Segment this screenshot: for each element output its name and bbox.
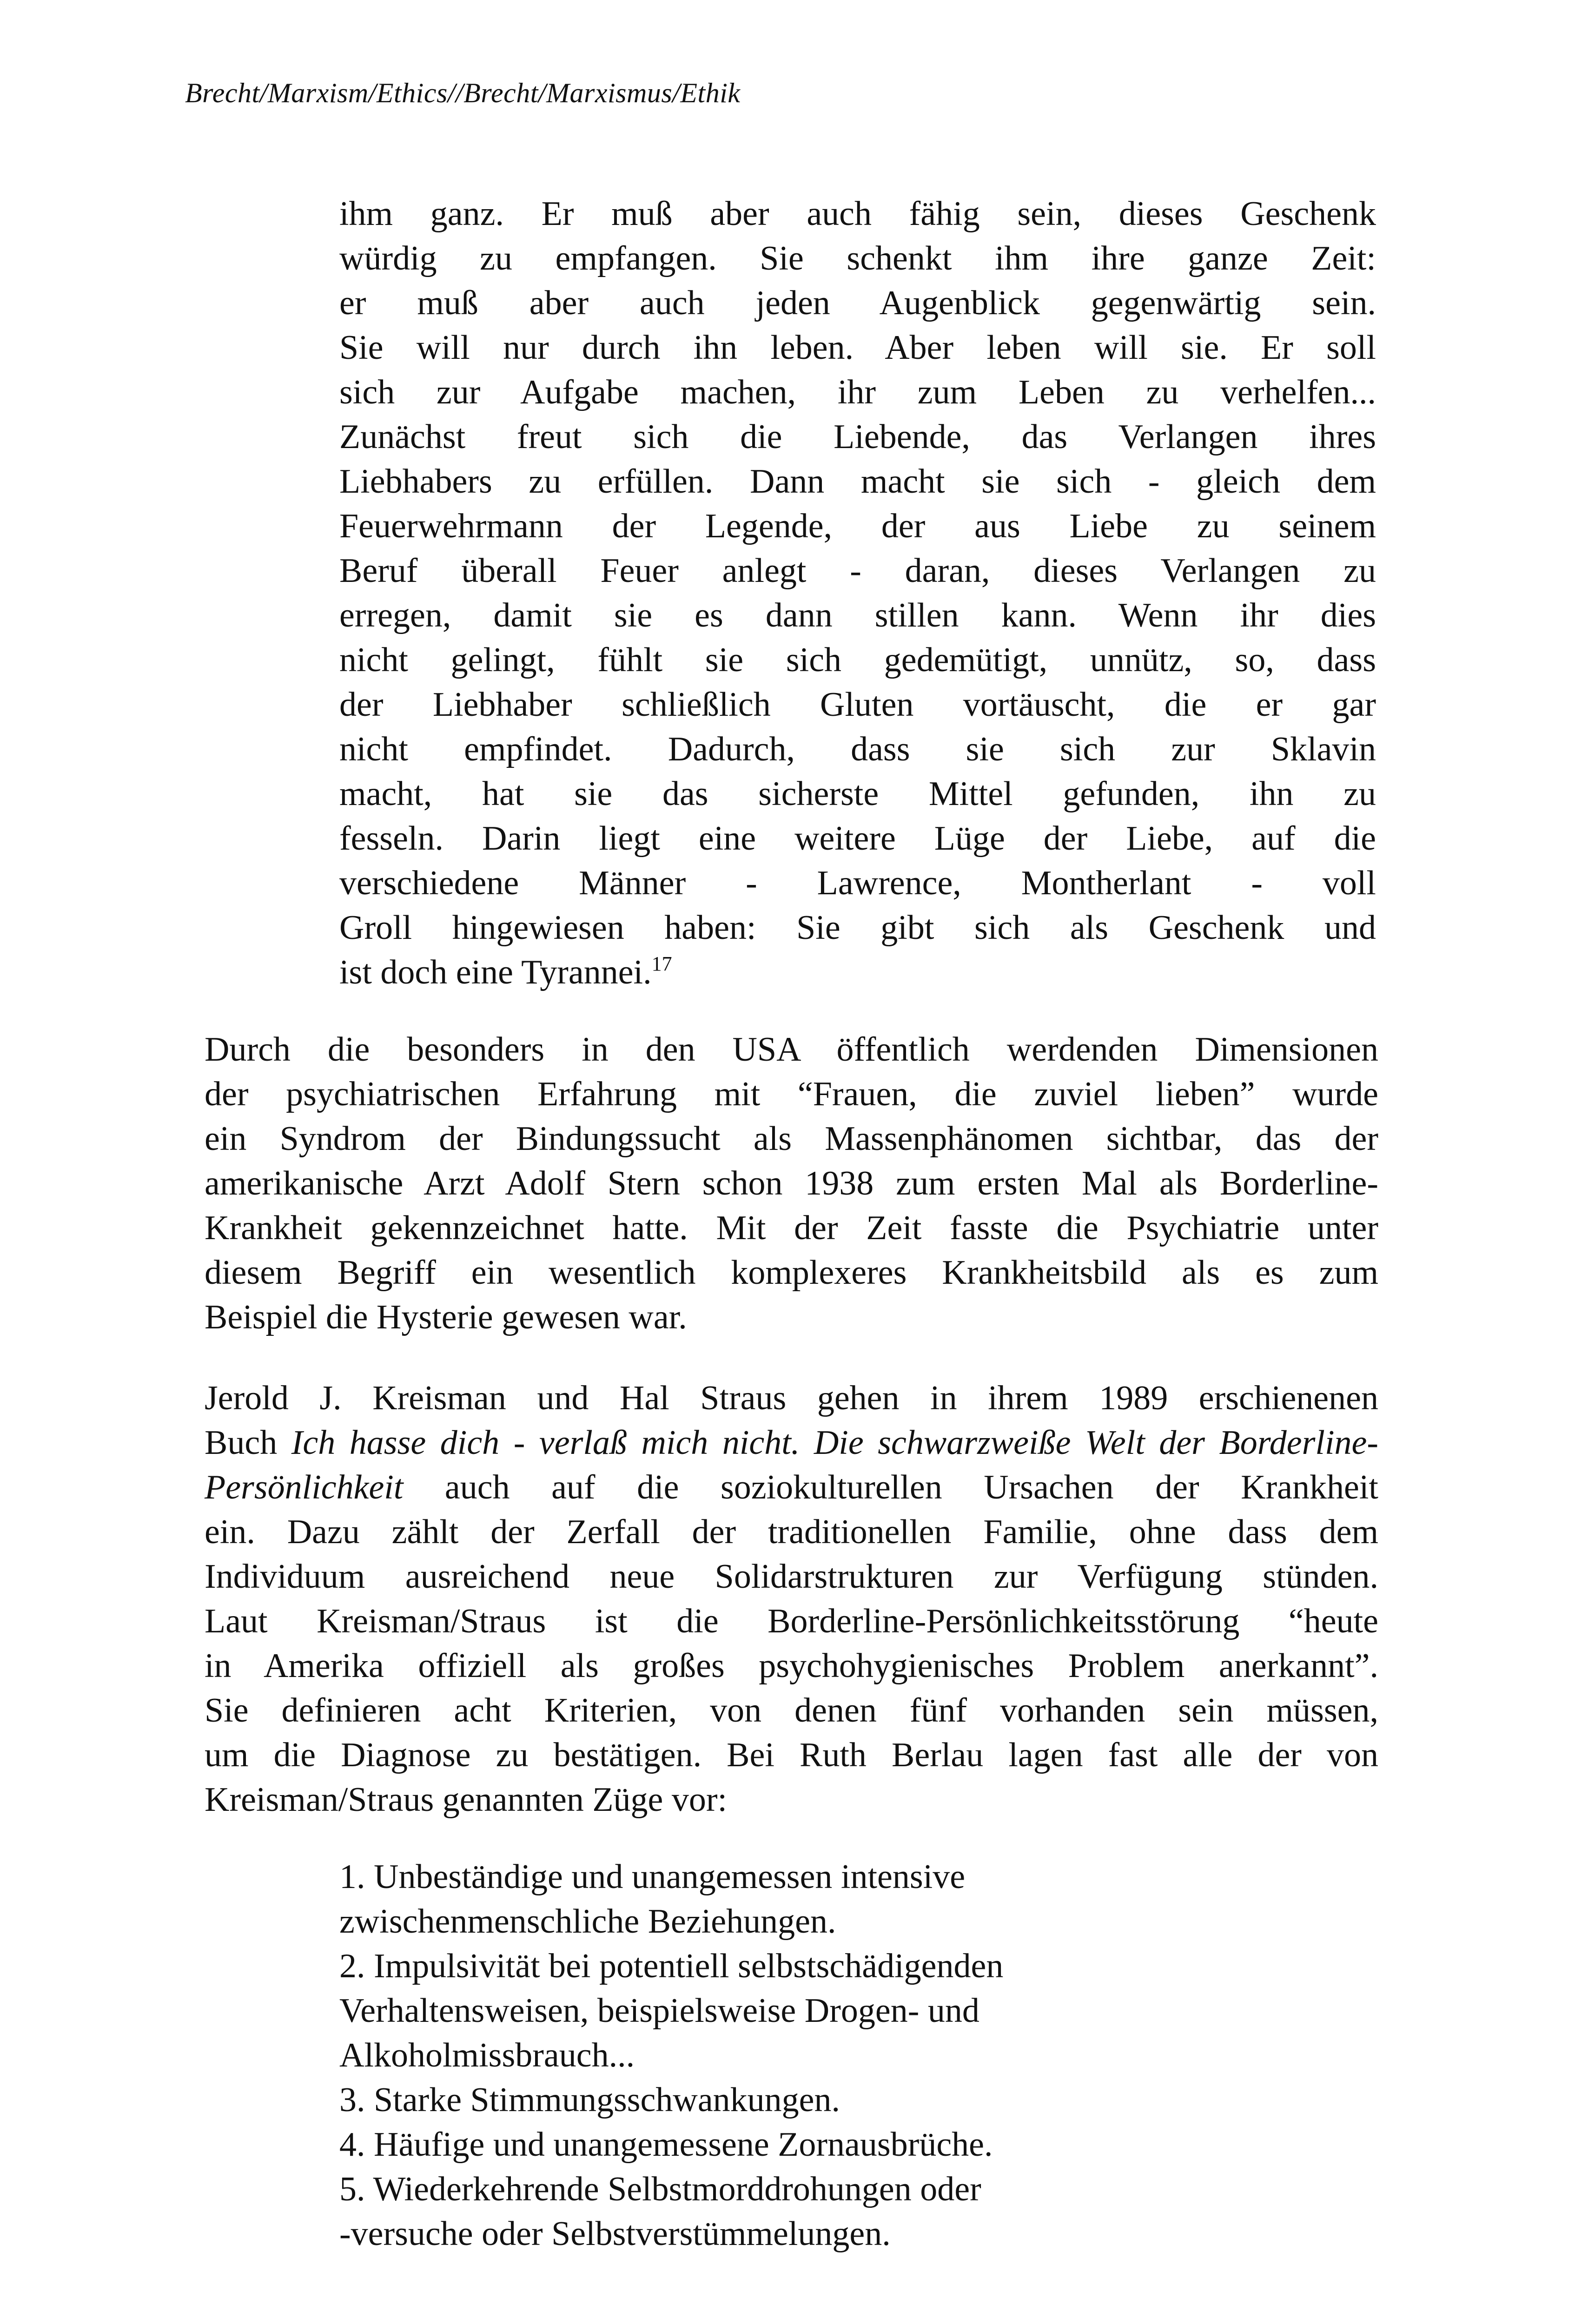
paragraph-text: Buch <box>205 1424 291 1462</box>
quote-line: Zunächst freut sich die Liebende, das Verlangen ihres <box>339 418 1376 456</box>
list-item: 1. Unbeständige und unangemessen intensive <box>339 1858 966 1896</box>
quote-line: nicht gelingt, fühlt sie sich gedemütigt, unnütz, so, dass <box>339 641 1376 679</box>
paragraph-text: auch auf die soziokulturellen Ursachen der Krankheit <box>403 1468 1378 1506</box>
book-title: Ich hasse dich - verlaß mich nicht. Die schwarzweiße Welt der Borderline- <box>291 1424 1379 1462</box>
paragraph-kreisman-straus <box>205 1376 1378 1822</box>
quote-line: erregen, damit sie es dann stillen kann. Wenn ihr dies <box>339 596 1376 634</box>
quote-line: sich zur Aufgabe machen, ihr zum Leben zu verhelfen... <box>339 373 1376 411</box>
paragraph-line: Sie definieren acht Kriterien, von denen fünf vorhanden sein müssen, <box>205 1691 1378 1730</box>
list-item: 4. Häufige und unangemessene Zornausbrüche. <box>339 2126 993 2164</box>
quote-line: macht, hat sie das sicherste Mittel gefunden, ihn zu <box>339 775 1376 813</box>
quote-line: würdig zu empfangen. Sie schenkt ihm ihre ganze Zeit: <box>339 239 1376 277</box>
running-head: Brecht/Marxism/Ethics//Brecht/Marxismus/Ethik <box>185 78 741 108</box>
list-item: 3. Starke Stimmungsschwankungen. <box>339 2081 840 2119</box>
quote-line: fesseln. Darin liegt eine weitere Lüge der Liebe, auf die <box>339 819 1376 858</box>
quote-line: verschiedene Männer - Lawrence, Montherlant - voll <box>339 864 1376 902</box>
quote-line: Sie will nur durch ihn leben. Aber leben will sie. Er soll <box>339 329 1376 367</box>
quote-line: er muß aber auch jeden Augenblick gegenwärtig sein. <box>339 284 1376 322</box>
paragraph-line: Krankheit gekennzeichnet hatte. Mit der Zeit fasste die Psychiatrie unter <box>205 1209 1378 1247</box>
quote-last-line <box>339 950 1376 995</box>
quote-line: Beruf überall Feuer anlegt - daran, dieses Verlangen zu <box>339 552 1376 590</box>
paragraph-line: Beispiel die Hysterie gewesen war. <box>205 1298 687 1336</box>
paragraph-line: Jerold J. Kreisman und Hal Straus gehen in ihrem 1989 erschienenen <box>205 1379 1378 1417</box>
list-item: Verhaltensweisen, beispielsweise Drogen- und <box>339 1992 979 2030</box>
paragraph-line: Laut Kreisman/Straus ist die Borderline-Persönlichkeitsstörung “heute <box>205 1602 1378 1640</box>
paragraph-line: ein. Dazu zählt der Zerfall der traditionellen Familie, ohne dass dem <box>205 1513 1378 1551</box>
paragraph-line: diesem Begriff ein wesentlich komplexeres Krankheitsbild als es zum <box>205 1254 1378 1292</box>
paragraph-line: in Amerika offiziell als großes psychohygienisches Problem anerkannt”. <box>205 1647 1378 1685</box>
book-title-continued: Persönlichkeit <box>205 1468 404 1506</box>
paragraph-line: ein Syndrom der Bindungssucht als Massenphänomen sichtbar, das der <box>205 1120 1378 1158</box>
paragraph-line: Durch die besonders in den USA öffentlich werdenden Dimensionen <box>205 1030 1378 1069</box>
paragraph-line-with-title <box>205 1420 1378 1465</box>
criteria-list <box>339 1855 1176 2256</box>
list-item: -versuche oder Selbstverstümmelungen. <box>339 2215 891 2253</box>
paragraph-line: um die Diagnose zu bestätigen. Bei Ruth Berlau lagen fast alle der von <box>205 1736 1378 1774</box>
quote-line: ihm ganz. Er muß aber auch fähig sein, dieses Geschenk <box>339 195 1376 233</box>
paragraph-borderline-history <box>205 1027 1378 1340</box>
list-item: 5. Wiederkehrende Selbstmorddrohungen oder <box>339 2170 981 2208</box>
quote-line: nicht empfindet. Dadurch, dass sie sich zur Sklavin <box>339 730 1376 768</box>
paragraph-line: der psychiatrischen Erfahrung mit “Frauen, die zuviel lieben” wurde <box>205 1075 1378 1113</box>
list-item: 2. Impulsivität bei potentiell selbstschädigenden <box>339 1947 1004 1985</box>
paragraph-line: Individuum ausreichend neue Solidarstrukturen zur Verfügung stünden. <box>205 1558 1378 1596</box>
paragraph-line-with-title <box>205 1465 1378 1510</box>
list-item: Alkoholmissbrauch... <box>339 2036 635 2074</box>
quote-line: Liebhabers zu erfüllen. Dann macht sie sich - gleich dem <box>339 462 1376 501</box>
paragraph-line: amerikanische Arzt Adolf Stern schon 1938 zum ersten Mal als Borderline- <box>205 1164 1378 1202</box>
quote-line: Groll hingewiesen haben: Sie gibt sich als Geschenk und <box>339 909 1376 947</box>
list-item: zwischenmenschliche Beziehungen. <box>339 1902 836 1941</box>
quote-line: der Liebhaber schließlich Gluten vortäuscht, die er gar <box>339 686 1376 724</box>
footnote-ref: 17 <box>651 952 672 975</box>
quote-line: Feuerwehrmann der Legende, der aus Liebe zu seinem <box>339 507 1376 545</box>
quote-last-line-text: ist doch eine Tyrannei. <box>339 953 652 991</box>
block-quote <box>339 191 1376 995</box>
paragraph-line: Kreisman/Straus genannten Züge vor: <box>205 1781 728 1819</box>
